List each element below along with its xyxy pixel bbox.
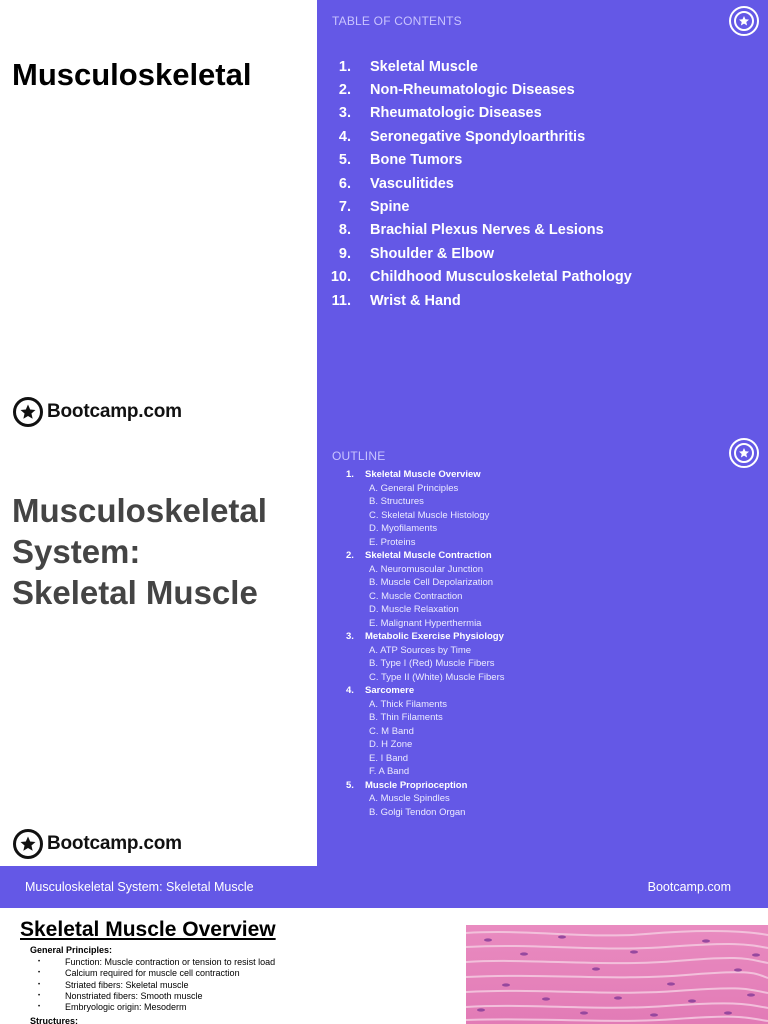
logo-text: Bootcamp.com: [47, 833, 182, 854]
toc-item-label: Wrist & Hand: [370, 292, 461, 309]
outline-section-number: 1.: [346, 469, 354, 481]
outline-section-number: 5.: [346, 779, 354, 791]
toc-item[interactable]: [330, 219, 632, 242]
section-title-line: System:: [12, 533, 141, 570]
toc-item-label: Shoulder & Elbow: [370, 245, 495, 262]
outline-subitem: B. Thin Filaments: [369, 712, 443, 724]
outline-subitem: C. Skeletal Muscle Histology: [369, 509, 490, 521]
bullet-text: Nonstriated fibers: Smooth muscle: [65, 990, 203, 1001]
outline-section-label: Skeletal Muscle Contraction: [365, 550, 492, 562]
bullet-dot-icon: •: [38, 981, 41, 988]
outline-subitem: B. Structures: [369, 496, 424, 508]
outline-subitem: B. Golgi Tendon Organ: [369, 806, 466, 818]
bullet-list: [38, 957, 275, 1013]
toc-item-label: Seronegative Spondyloarthritis: [370, 128, 586, 145]
outline-section: [340, 468, 505, 482]
cover-title: Musculoskeletal: [12, 57, 252, 92]
section-title-line: Skeletal Muscle: [12, 574, 258, 611]
section-title: [12, 490, 267, 613]
toc-item-label: Skeletal Muscle: [370, 58, 478, 75]
outline-section: [340, 630, 505, 644]
histology-svg: [466, 925, 768, 1024]
toc-item-number: 1.: [338, 58, 351, 75]
bullet-dot-icon: •: [38, 959, 41, 965]
outline-subitem: F. A Band: [369, 766, 410, 778]
toc-item-number: 2.: [338, 82, 351, 99]
bullet-item: [38, 957, 275, 968]
outline-subitem: C. Type II (White) Muscle Fibers: [369, 671, 505, 683]
outline-subitem: A. Thick Filaments: [369, 698, 447, 710]
outline-section-label: Skeletal Muscle Overview: [365, 469, 481, 481]
toc-item-label: Bone Tumors: [370, 152, 463, 169]
toc-item-label: Vasculitides: [370, 175, 454, 192]
toc-item[interactable]: [330, 266, 632, 289]
toc-item-label: Spine: [370, 199, 410, 216]
bullet-dot-icon: •: [38, 970, 41, 977]
outline-section-number: 2.: [346, 550, 354, 562]
bullet-item: [38, 968, 275, 979]
bullet-text: Embryologic origin: Mesoderm: [65, 1002, 187, 1013]
table-of-contents: [330, 55, 632, 312]
toc-item-label: Brachial Plexus Nerves & Lesions: [370, 222, 604, 239]
bullet-text: Striated fibers: Skeletal muscle: [65, 979, 189, 990]
bootcamp-logo: [13, 397, 182, 427]
bullet-dot-icon: •: [38, 1004, 41, 1011]
toc-item-number: 9.: [338, 245, 351, 262]
toc-item[interactable]: [330, 125, 632, 148]
bullet-dot-icon: •: [38, 992, 41, 999]
toc-item[interactable]: [330, 102, 632, 125]
toc-item-number: 10.: [330, 269, 351, 286]
outline-subitem: B. Muscle Cell Depolarization: [369, 577, 494, 589]
outline-section: [340, 779, 505, 793]
outline-list: [340, 468, 505, 819]
toc-item[interactable]: [330, 172, 632, 195]
bullet-text: Function: Muscle contraction or tension to resist load: [65, 957, 276, 967]
toc-item-number: 11.: [331, 292, 351, 309]
outline-heading: OUTLINE: [332, 449, 386, 463]
toc-item[interactable]: [330, 195, 632, 218]
footer-title: Musculoskeletal System: Skeletal Muscle: [25, 880, 254, 894]
outline-subitem: D. H Zone: [369, 739, 413, 751]
bootcamp-logo: [13, 829, 182, 859]
toc-item-number: 3.: [338, 105, 351, 122]
outline-section-label: Metabolic Exercise Physiology: [365, 631, 504, 643]
bullet-item: [38, 991, 275, 1002]
outline-section-label: Muscle Proprioception: [365, 779, 468, 791]
star-badge-icon: [729, 6, 759, 36]
toc-item-label: Rheumatologic Diseases: [370, 105, 542, 122]
outline-subitem: A. Neuromuscular Junction: [369, 563, 484, 575]
bullet-text: Calcium required for muscle cell contraction: [65, 968, 240, 979]
outline-subitem: E. I Band: [369, 752, 409, 764]
outline-subitem: A. General Principles: [369, 482, 459, 494]
notes-title: Skeletal Muscle Overview: [20, 918, 276, 941]
muscle-histology-image: [466, 925, 768, 1024]
outline-subitem: C. Muscle Contraction: [369, 590, 463, 602]
outline-subitem: A. ATP Sources by Time: [369, 644, 472, 656]
outline-subitem: D. Myofilaments: [369, 523, 438, 535]
toc-item-number: 4.: [338, 128, 351, 145]
outline-subitem: A. Muscle Spindles: [369, 793, 450, 805]
outline-section-number: 4.: [346, 685, 354, 697]
toc-item-label: Childhood Musculoskeletal Pathology: [370, 269, 632, 286]
outline-subitem: D. Muscle Relaxation: [369, 604, 459, 616]
outline-section: [340, 684, 505, 698]
outline-subitem: C. M Band: [369, 725, 414, 737]
outline-section-number: 3.: [346, 631, 354, 643]
bullet-item: [38, 1002, 275, 1013]
outline-subitem: E. Proteins: [369, 536, 416, 548]
footer-site: Bootcamp.com: [647, 880, 731, 894]
toc-item-number: 8.: [338, 222, 351, 239]
star-badge-icon: [729, 438, 759, 468]
star-logo-icon: [13, 397, 43, 427]
outline-subitem: E. Malignant Hyperthermia: [369, 617, 482, 629]
toc-item-number: 7.: [338, 199, 351, 216]
toc-item-number: 5.: [338, 152, 351, 169]
logo-text: Bootcamp.com: [47, 401, 182, 422]
toc-item[interactable]: [330, 289, 632, 312]
toc-item[interactable]: [330, 242, 632, 265]
section-title-line: Musculoskeletal: [12, 492, 267, 529]
star-logo-icon: [13, 829, 43, 859]
outline-section-label: Sarcomere: [365, 685, 415, 697]
cover-panel: [0, 0, 317, 433]
bullet-item: [38, 980, 275, 991]
toc-item-number: 6.: [338, 175, 351, 192]
toc-item[interactable]: [330, 149, 632, 172]
slide-footer: [0, 866, 768, 908]
general-principles-label: General Principles:: [30, 945, 113, 955]
toc-item[interactable]: [330, 78, 632, 101]
outline-subitem: B. Type I (Red) Muscle Fibers: [369, 658, 495, 670]
outline-section: [340, 549, 505, 563]
toc-heading: TABLE OF CONTENTS: [332, 14, 462, 28]
structures-label: Structures:: [30, 1016, 79, 1024]
toc-item[interactable]: [330, 55, 632, 78]
toc-item-label: Non-Rheumatologic Diseases: [370, 82, 575, 99]
